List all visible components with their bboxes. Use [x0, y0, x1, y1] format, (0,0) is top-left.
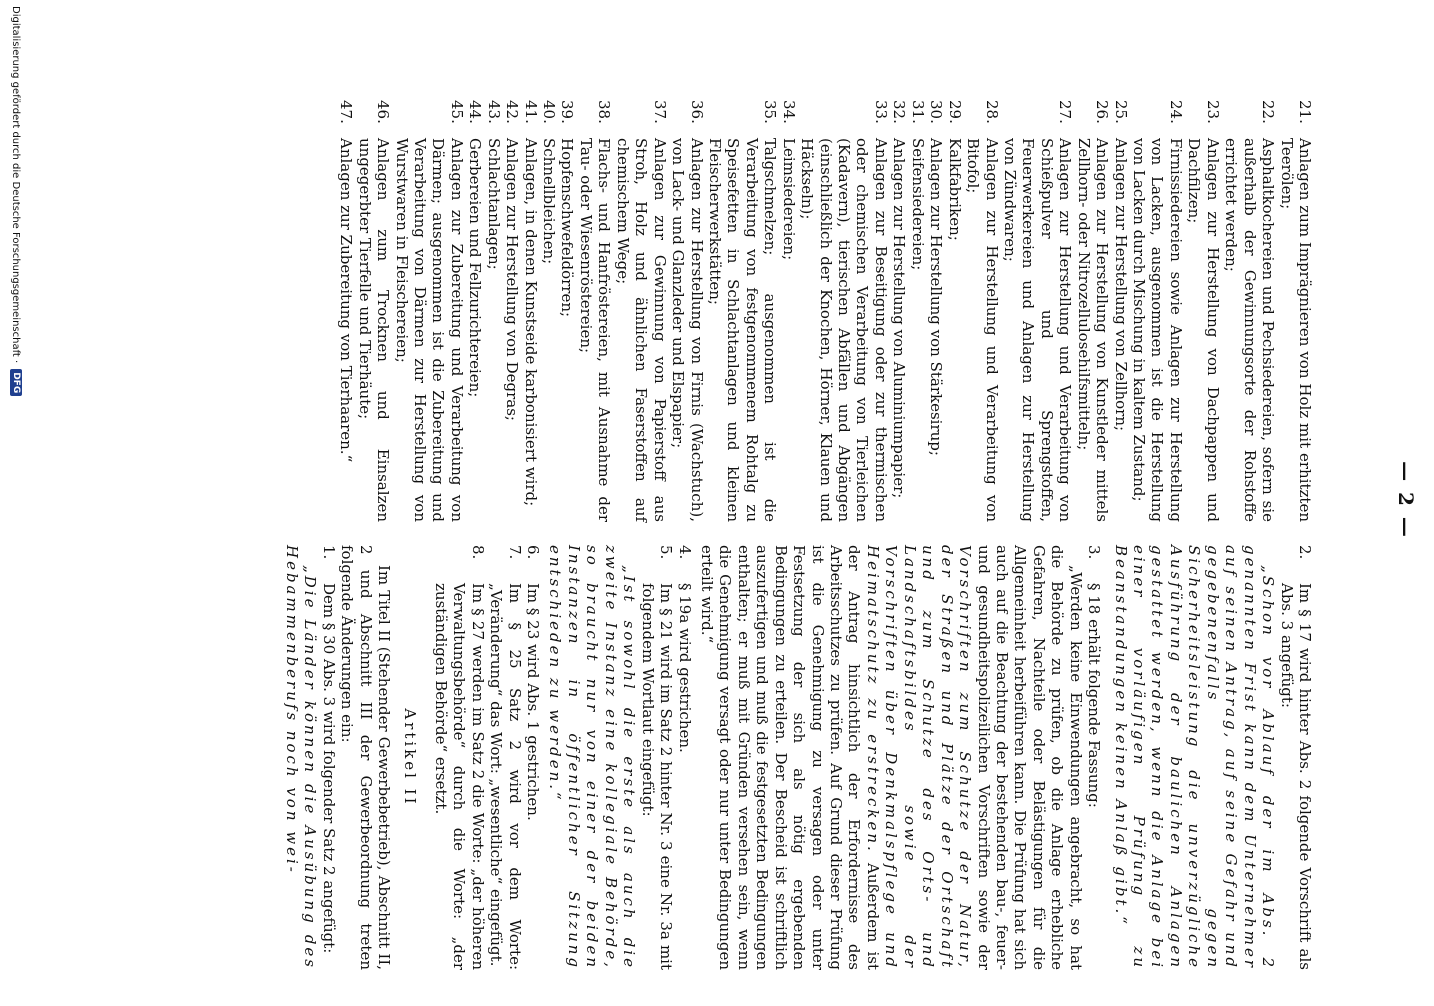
item-text: Im § 17 wird hinter Abs. 2 folgende Vorschrift als Abs. 3 angefügt: — [1277, 583, 1314, 970]
item-text: Leimsiedereien; — [779, 138, 798, 261]
item-number: 7. — [505, 545, 524, 560]
list-item — [945, 100, 963, 522]
article-paragraph: Im Titel II (Stehender Gewerbebetrieb), Abschnitt II, 2 und Abschnitt III der Gewerbeordnung treten folgende Änderungen ein: — [338, 545, 393, 970]
item-number: 46. — [374, 100, 393, 124]
item-number: 1. — [319, 545, 338, 560]
item-text: Gerbereien und Fellzurichtereien; — [466, 138, 485, 398]
quoted-provision: „Ist sowohl die erste als auch die zweite Instanz eine kollegiale Behörde, so braucht nur von einer der beiden Instanzen in öffentlicher Sitzung entschieden zu werden.“ — [546, 545, 639, 970]
item-text: Schlachtanlagen; — [484, 138, 503, 270]
list-item — [675, 545, 693, 970]
item-number: 36. — [687, 100, 706, 124]
item-text: § 19a wird gestrichen. — [675, 583, 694, 753]
item-text: Anlagen zum Trocknen und Einsalzen ungegerbter Tierfelle und Tierhäute; — [355, 138, 393, 522]
quote-text: Außerdem ist der Antrag hinsichtlich der Erfordernisse des Arbeitsschutzes zu prüfen. Auf Grund dieser Prüfung ist die Genehmigung zu versagen oder unter Festsetzung der sich als nötig ergebenden Bedingungen zu erteilen. Der Bescheid ist schriftlich auszufertigen und muß die festgesetzten Bedingungen enthalten; er muß mit Gründen versehen sein, wenn die Genehmigung versagt oder nur unter Bedingungen erteilt wird.“ — [698, 545, 882, 970]
list-item — [355, 100, 392, 522]
list-item — [319, 545, 337, 970]
list-item — [706, 100, 780, 522]
item-text: Anlagen zur Gewinnung von Papierstoff aus Stroh, Holz und ähnlichen Faserstoffen auf chemischem Wege; — [613, 138, 669, 522]
item-text: Dem § 30 Abs. 3 wird folgender Satz 2 angefügt: — [319, 583, 338, 954]
quoted-provision: „Die Länder können die Ausübung des Hebammenberufs noch von wei- — [282, 545, 320, 970]
item-number: 32. — [890, 100, 909, 124]
item-number: 25. — [1111, 100, 1130, 124]
item-number: 23. — [1203, 100, 1222, 124]
item-text: Im § 23 wird Abs. 1 gestrichen. — [524, 583, 543, 821]
item-number: 42. — [503, 100, 522, 124]
item-text: Firnissiedereien sowie Anlagen zur Herstellung von Lacken, ausgenommen ist die Herstellung von Lacken durch Mischung in kaltem Zustand; — [1130, 138, 1185, 522]
list-item — [524, 545, 542, 970]
item-number: 2. — [1296, 545, 1314, 560]
list-item — [1277, 545, 1314, 970]
item-number: 33. — [871, 100, 890, 124]
list-item — [503, 100, 521, 522]
list-item — [337, 100, 355, 522]
list-item — [1185, 100, 1222, 522]
quote-text-emphasis: Vorschriften zum Schutze der Natur, der Straßen und Plätze der Ortschaft und zum Schutze des Orts- und Landschaftsbildes sowie der Vorschriften über Denkmalspflege und Heimatschutz zu erstrecken. — [863, 545, 975, 970]
page-number: — 2 — — [1394, 461, 1418, 539]
left-item-list — [337, 100, 1314, 522]
item-number: 24. — [1166, 100, 1185, 124]
list-item — [890, 100, 908, 522]
list-item — [908, 100, 926, 522]
item-number: 29. — [945, 100, 964, 124]
list-item — [521, 100, 539, 522]
item-text: Anlagen zur Herstellung von Kunstleder mittels Zellhorn- oder Nitrozellulosehilfsmitteln; — [1074, 138, 1112, 522]
item-text: Talgschmelzen; ausgenommen ist die Verarbeitung von festgenommenem Rohtalg zu Speisefetten in Schlachtanlagen und kleinen Fleischerwerkstätten; — [706, 138, 780, 522]
item-number: 4. — [675, 545, 694, 560]
credit-text: Digitalisierung gefördert durch die Deutsche Forschungsgemeinschaft · — [10, 6, 22, 364]
item-text: Anlagen zur Herstellung und Verarbeitung von Schießpulver und Sprengstoffen, Feuerwerkereien und Anlagen zur Herstellung von Zündwaren; — [1001, 138, 1075, 522]
item-number: 21. — [1296, 100, 1314, 124]
list-item — [466, 100, 484, 522]
item-text: Seifensiedereien; — [908, 138, 927, 271]
item-number: 28. — [982, 100, 1001, 124]
quote-text: „Werden keine Einwendungen angebracht, so hat die Behörde zu prüfen, ob die Anlage erhebliche Gefahren, Nachteile oder Belästigungen für die Allgemeinheit herbeiführen kann. Die Prüfung hat sich auch auf die Beachtung der bestehenden bau-, feuer- und gesundheitspolizeilichen Vorschriften sowie der — [974, 545, 1085, 970]
list-item — [484, 100, 502, 522]
left-column — [337, 100, 1314, 522]
item-number: 43. — [484, 100, 503, 124]
item-number: 22. — [1259, 100, 1278, 124]
item-text: Anlagen zur Herstellung von Dachpappen und Dachfilzen; — [1185, 138, 1222, 522]
item-text: Anlagen zur Zubereitung von Tierhaaren.“ — [337, 138, 356, 463]
list-item — [669, 100, 706, 522]
item-number: 45. — [447, 100, 466, 124]
list-item — [431, 545, 486, 970]
item-number: 31. — [908, 100, 927, 124]
item-text: Im § 27 werden im Satz 2 die Worte: „der höheren Verwaltungsbehörde“ durch die Worte: „der zuständigen Behörde“ ersetzt. — [431, 583, 487, 970]
list-item — [1222, 100, 1277, 522]
list-item — [540, 100, 558, 522]
item-text: Anlagen zum Imprägnieren von Holz mit erhitzten Teerölen; — [1277, 138, 1314, 522]
list-item — [577, 100, 614, 522]
list-item — [779, 100, 797, 522]
item-number: 6. — [524, 545, 543, 560]
list-item — [1001, 100, 1075, 522]
list-item — [798, 100, 890, 522]
item-number: 5. — [657, 545, 676, 560]
list-item — [392, 100, 466, 522]
item-number: 41. — [521, 100, 540, 124]
article-heading: Artikel II — [401, 708, 420, 807]
item-text: Anlagen zur Herstellung von Firnis (Wachstuch), von Lack- und Glanzleder und Elspapier; — [669, 138, 706, 522]
item-text: Anlagen zur Zubereitung und Verarbeitung von Därmen; ausgenommen ist die Zubereitung und Verarbeitung von Därmen zur Herstellung von Wurstwaren in Fleischereien; — [392, 138, 466, 522]
quoted-provision: „Schon vor Ablauf der im Abs. 2 genannten Frist kann dem Unternehmer auf seinen Antrag, auf seine Gefahr und gegebenenfalls gegen Sicherheitsleistung die unverzügliche Ausführung der baulichen Anlagen gestattet werden, wenn die Anlage bei einer vorläufigen Prüfung zu Beanstandungen keinen Anlaß gibt.“ — [1111, 545, 1278, 970]
list-item — [1074, 100, 1111, 522]
item-text: Anlagen zur Beseitigung oder zur thermischen oder chemischen Verarbeitung von Tierleichen (Kadavern), tierischen Abfällen und Abgängen (einschließlich der Knochen, Hörner, Klauen und Häckseln); — [798, 138, 890, 522]
list-item — [1130, 100, 1185, 522]
item-number: 30. — [927, 100, 946, 124]
right-column — [282, 545, 1314, 970]
item-number: 40. — [540, 100, 559, 124]
item-number: 3. — [1085, 545, 1104, 560]
item-number: 35. — [761, 100, 780, 124]
list-item — [487, 545, 524, 970]
item-number: 44. — [466, 100, 485, 124]
item-text: Anlagen zur Herstellung von Degras; — [503, 138, 522, 421]
item-number: 26. — [1093, 100, 1112, 124]
item-text: Im § 25 Satz 2 wird vor dem Worte: „Veränderung“ das Wort: „wesentliche“ eingefügt. — [487, 583, 524, 970]
item-text: Kalkfabriken; — [945, 138, 964, 241]
item-text: Anlagen, in denen Kunstseide karbonisiert wird; — [521, 138, 540, 507]
item-text: Anlagen zur Herstellung und Verarbeitung von Bitofol; — [964, 138, 1001, 522]
list-item — [558, 100, 576, 522]
list-item — [1111, 100, 1129, 522]
item-number: 38. — [595, 100, 614, 124]
item-number: 34. — [779, 100, 798, 124]
item-text: Schnellbleichen; — [540, 138, 559, 265]
list-item — [927, 100, 945, 522]
digitization-credit — [10, 0, 22, 1006]
item-number: 8. — [468, 545, 487, 560]
quoted-provision — [698, 545, 1085, 970]
item-number: 47. — [337, 100, 356, 124]
item-text: Asphaltkochereien und Pechsiedereien, sofern sie außerhalb der Gewinnungsorte der Rohstoffe errichtet werden; — [1222, 138, 1278, 522]
item-text: § 18 erhält folgende Fassung: — [1085, 583, 1104, 808]
list-item — [964, 100, 1001, 522]
list-item — [613, 100, 668, 522]
item-text: Flachs- und Hanfröstereien, mit Ausnahme der Tau- oder Wiesenröstereien; — [576, 138, 614, 522]
item-number: 37. — [650, 100, 669, 124]
dfg-logo-icon: DFG — [10, 369, 22, 396]
list-item — [1277, 100, 1314, 522]
item-text: Im § 21 wird im Satz 2 hinter Nr. 3 eine Nr. 3a mit folgendem Wortlaut eingefügt: — [638, 583, 676, 970]
item-text: Anlagen zur Herstellung von Aluminiumpapier; — [890, 138, 909, 499]
item-text: Hopfenschwefeldörren; — [558, 138, 577, 318]
item-text: Anlagen zur Herstellung von Stärkesirup; — [927, 138, 946, 456]
list-item — [638, 545, 675, 970]
item-number: 27. — [1056, 100, 1075, 124]
item-text: Anlagen zur Herstellung von Zellhorn; — [1111, 138, 1130, 432]
item-number: 39. — [558, 100, 577, 124]
list-item — [1085, 545, 1103, 970]
